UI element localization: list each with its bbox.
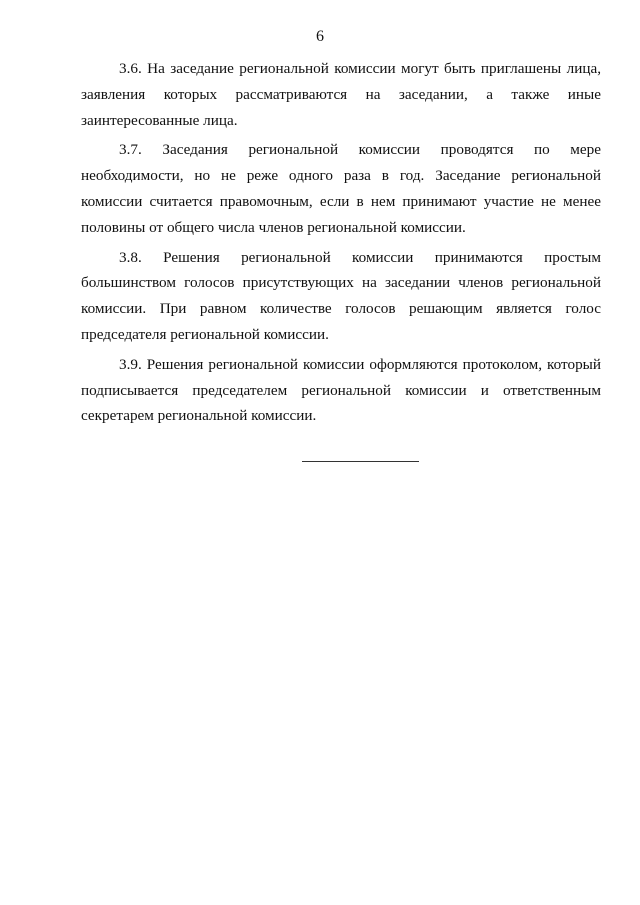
paragraph-3-7: 3.7. Заседания региональной комиссии проводятся по мере необходимости, но не реже одного раза в год. Заседание региональной комиссии считается правомочным, если в нем принимают участие не менее половины от общего числа членов региональной комиссии. — [81, 141, 601, 236]
document-body — [81, 56, 601, 433]
paragraph-3-8: 3.8. Решения региональной комиссии принимаются простым большинством голосов присутствующих на заседании членов региональной комиссии. При равном количестве голосов решающим является голос председателя региональной комиссии. — [81, 248, 601, 343]
paragraph-3-6: 3.6. На заседание региональной комиссии могут быть приглашены лица, заявления которых рассматриваются на заседании, а также иные заинтересованные лица. — [81, 60, 601, 129]
paragraph-3-9: 3.9. Решения региональной комиссии оформляются протоколом, который подписывается председателем региональной комиссии и ответственным секретарем региональной комиссии. — [81, 355, 601, 425]
end-divider-line — [302, 461, 419, 462]
page-number: 6 — [316, 28, 324, 45]
